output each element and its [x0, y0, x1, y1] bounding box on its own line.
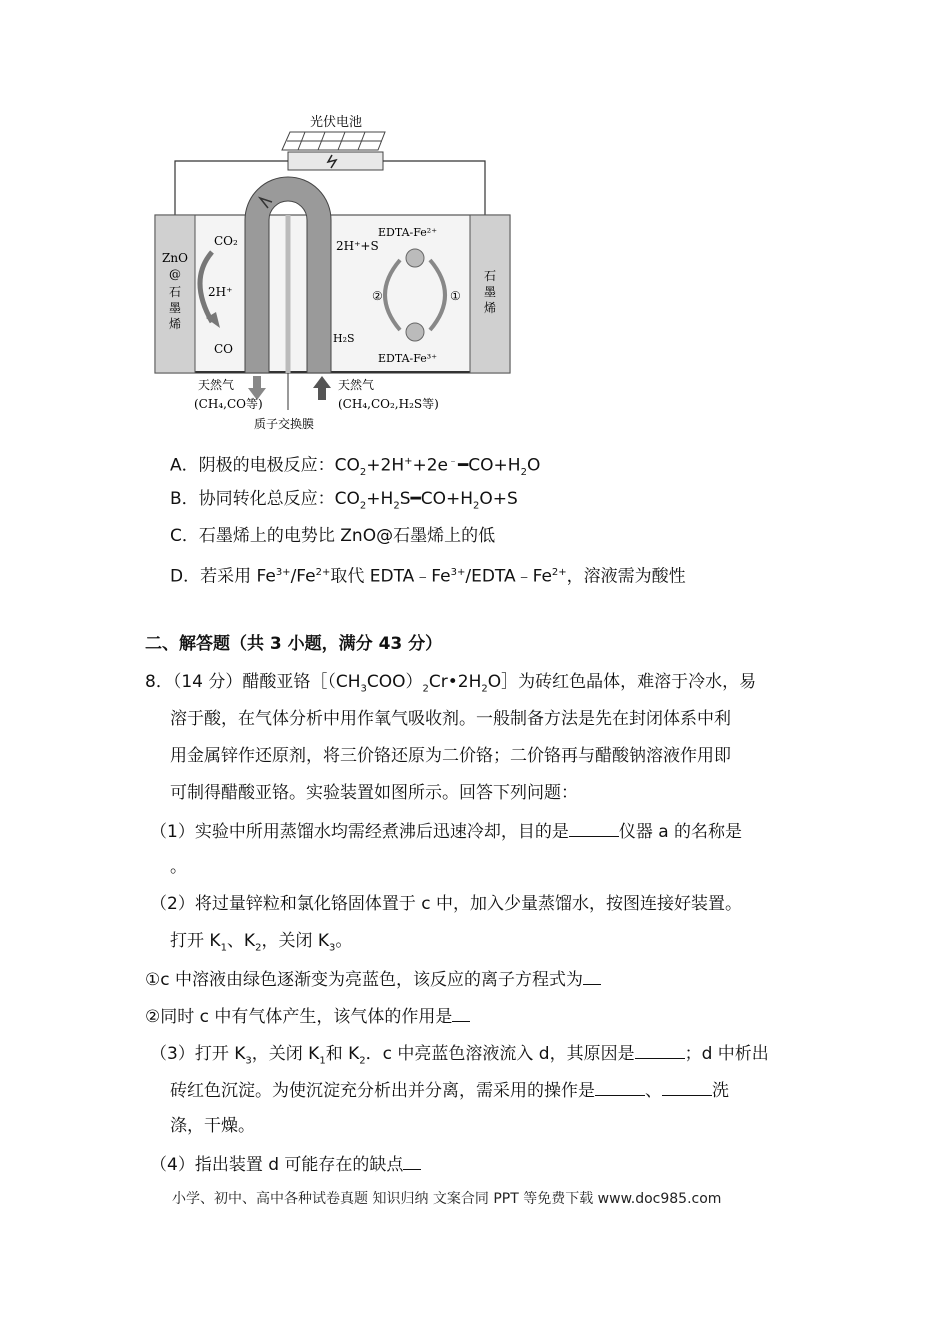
q8-part3-cont: 砖红色沉淀。为使沉淀充分析出并分离，需采用的操作是 、 洗 — [170, 1077, 729, 1103]
q8-line4: 可制得醋酸亚铬。实验装置如图所示。回答下列问题： — [170, 783, 578, 803]
svg-text:天然气: 天然气 — [338, 378, 375, 392]
answer-blank[interactable] — [452, 1003, 470, 1022]
q8-part2-cont: 打开 $K_1$、$K_2$，关闭 $K_3$。 — [170, 931, 353, 954]
svg-text:(CH₄,CO₂,H₂S等): (CH₄,CO₂,H₂S等) — [338, 397, 439, 411]
svg-text:石: 石 — [168, 285, 182, 299]
q8-part3-end: 涤，干燥。 — [170, 1116, 255, 1136]
option-c: C．石墨烯上的电势比 ZnO@石墨烯上的低 — [170, 526, 496, 546]
fe2-sphere-icon — [406, 249, 424, 267]
svg-text:烯: 烯 — [168, 317, 182, 331]
answer-blank[interactable] — [662, 1077, 712, 1096]
svg-text:墨: 墨 — [483, 285, 497, 299]
svg-text:EDTA-Fe³⁺: EDTA-Fe³⁺ — [378, 352, 438, 365]
svg-text:@: @ — [169, 267, 181, 281]
q8-part1: （1）实验中所用蒸馏水均需经煮沸后迅速冷却，目的是 仪器 a 的名称是 — [150, 818, 742, 844]
svg-text:H₂S: H₂S — [333, 332, 355, 345]
answer-blank[interactable] — [635, 1040, 685, 1059]
svg-text:墨: 墨 — [168, 301, 182, 315]
q8-part1-end: 。 — [170, 857, 187, 877]
answer-blank[interactable] — [595, 1077, 645, 1096]
answer-blank[interactable] — [569, 818, 619, 837]
svg-text:②: ② — [372, 289, 383, 303]
q8-part3: （3）打开 $K_3$，关闭 $K_1$和 $K_2$．c 中亮蓝色溶液流入 d，其原因是 ；d 中析出 — [150, 1040, 769, 1073]
svg-text:EDTA-Fe²⁺: EDTA-Fe²⁺ — [378, 226, 438, 239]
option-b: B．协同转化总反应：$CO_2+H_2S━CO+H_2O+S$ — [170, 489, 518, 512]
q8-part4: （4）指出装置 d 可能存在的缺点 — [150, 1151, 421, 1177]
solar-panel-icon — [282, 132, 385, 170]
svg-text:烯: 烯 — [483, 301, 497, 315]
q8-sub2: ②同时 c 中有气体产生，该气体的作用是 — [145, 1003, 470, 1029]
svg-text:2H⁺+S: 2H⁺+S — [336, 239, 379, 253]
svg-text:(CH₄,CO等): (CH₄,CO等) — [194, 397, 263, 411]
answer-blank[interactable] — [403, 1151, 421, 1170]
svg-text:CO: CO — [214, 342, 234, 356]
q8-line3: 用金属锌作还原剂，将三价铬还原为二价铬；二价铬再与醋酸钠溶液作用即 — [170, 746, 731, 766]
svg-text:CO₂: CO₂ — [214, 234, 238, 248]
svg-text:2H⁺: 2H⁺ — [208, 285, 233, 299]
q8-line2: 溶于酸，在气体分析中用作氧气吸收剂。一般制备方法是先在封闭体系中利 — [170, 709, 731, 729]
q8-sub1: ①c 中溶液由绿色逐渐变为亮蓝色，该反应的离子方程式为 — [145, 966, 601, 992]
option-a: A．阴极的电极反应：$CO_2+2H^++2e^﹣━CO+H_2O$ — [170, 455, 541, 479]
electrolysis-diagram — [150, 110, 520, 440]
answer-blank[interactable] — [583, 966, 601, 985]
solar-label: 光伏电池 — [310, 115, 363, 130]
q8-line1: 8．（14 分）醋酸亚铬$[(CH_3COO)_2Cr•2H_2O]$为砖红色晶体，难溶于冷水，易 — [145, 672, 757, 695]
fe3-sphere-icon — [406, 323, 424, 341]
svg-text:①: ① — [450, 289, 461, 303]
option-d: D．若采用 $Fe^{3+}/Fe^{2+}$取代 $EDTA﹣Fe^{3+}/EDTA﹣Fe^{2+}$，溶液需为酸性 — [170, 566, 686, 587]
svg-text:石: 石 — [483, 269, 497, 283]
page-footer: 小学、初中、高中各种试卷真题 知识归纳 文案合同 PPT 等免费下载 www.doc985.com — [172, 1191, 722, 1207]
section-heading: 二、解答题（共 3 小题，满分 43 分） — [145, 634, 443, 654]
svg-text:质子交换膜: 质子交换膜 — [254, 417, 315, 431]
svg-text:ZnO: ZnO — [162, 251, 188, 265]
gas-in-arrow-icon — [313, 376, 331, 400]
q8-part2: （2）将过量锌粒和氯化铬固体置于 c 中，加入少量蒸馏水，按图连接好装置。 — [150, 894, 742, 914]
svg-text:天然气: 天然气 — [198, 378, 235, 392]
